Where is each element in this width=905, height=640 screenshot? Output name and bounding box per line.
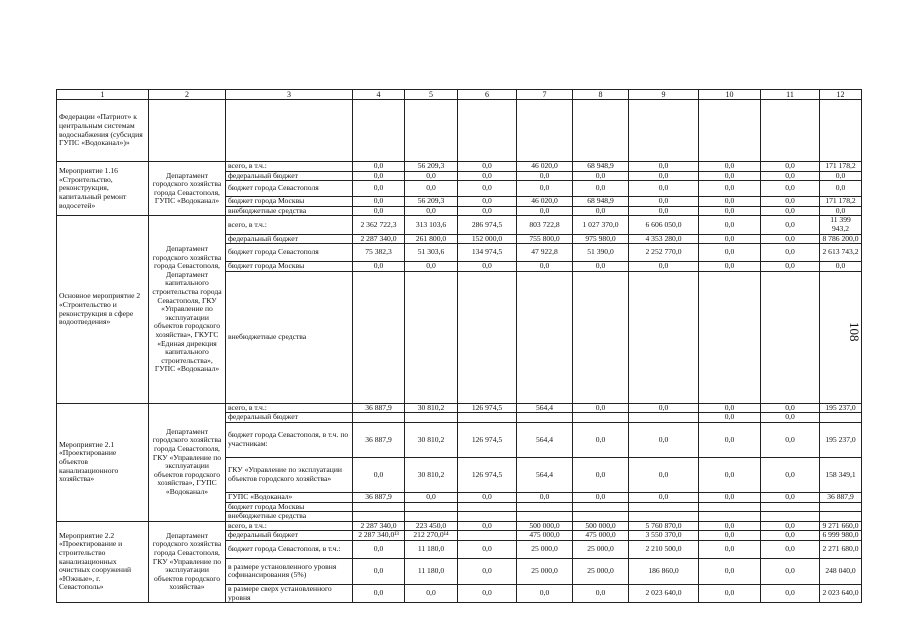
value-cell xyxy=(405,512,458,522)
value-cell: 0,0 xyxy=(820,262,862,272)
value-cell: 0,0 xyxy=(699,162,761,172)
measure-name-cell: Мероприятие 1.16 «Строительство, реконструкция, капитальный ремонт водосетей» xyxy=(57,162,149,216)
value-cell: 0,0 xyxy=(405,584,458,602)
value-cell: 171 178,2 xyxy=(820,162,862,172)
value-cell: 564,4 xyxy=(517,457,573,492)
funding-source-cell: федеральный бюджет xyxy=(226,234,353,244)
funding-source-cell: всего, в т.ч.: xyxy=(226,216,353,234)
value-cell: 2 287 340,0¹³ xyxy=(353,531,405,541)
value-cell: 0,0 xyxy=(629,162,699,172)
value-cell: 0,0 xyxy=(699,457,761,492)
value-cell: 212 270,0¹⁴ xyxy=(405,531,458,541)
page-number: 108 xyxy=(847,322,862,342)
value-cell: 0,0 xyxy=(699,422,761,457)
value-cell: 0,0 xyxy=(699,403,761,413)
value-cell: 0,0 xyxy=(761,558,820,584)
column-header: 2 xyxy=(149,90,226,100)
value-cell: 25 000,0 xyxy=(573,540,629,558)
value-cell: 0,0 xyxy=(820,171,862,181)
value-cell: 0,0 xyxy=(629,422,699,457)
value-cell: 0,0 xyxy=(573,584,629,602)
value-cell: 30 810,2 xyxy=(405,422,458,457)
funding-source-cell: федеральный бюджет xyxy=(226,413,353,423)
value-cell xyxy=(820,100,862,162)
column-header: 10 xyxy=(699,90,761,100)
column-header: 3 xyxy=(226,90,353,100)
value-cell xyxy=(517,413,573,423)
column-header: 12 xyxy=(820,90,862,100)
value-cell: 0,0 xyxy=(405,206,458,216)
value-cell: 0,0 xyxy=(458,540,517,558)
value-cell: 36 887,9 xyxy=(820,492,862,502)
value-cell: 0,0 xyxy=(405,492,458,502)
value-cell: 755 800,0 xyxy=(517,234,573,244)
value-cell: 0,0 xyxy=(761,206,820,216)
value-cell: 248 040,0 xyxy=(820,558,862,584)
value-cell: 0,0 xyxy=(699,584,761,602)
value-cell: 286 974,5 xyxy=(458,216,517,234)
value-cell: 36 887,9 xyxy=(353,492,405,502)
value-cell: 0,0 xyxy=(761,531,820,541)
funding-source-cell: ГУПС «Водоканал» xyxy=(226,492,353,502)
value-cell: 0,0 xyxy=(405,181,458,197)
value-cell xyxy=(517,502,573,512)
column-header: 4 xyxy=(353,90,405,100)
value-cell: 0,0 xyxy=(761,422,820,457)
executor-cell: Департамент городского хозяйства города Севастополя, ГКУ «Управление по эксплуатации объектов городского хозяйства» xyxy=(149,521,226,602)
executor-cell: Департамент городского хозяйства города Севастополя, ГКУ «Управление по эксплуатации объектов городского хозяйства», ГУПС «Водоканал» xyxy=(149,403,226,521)
value-cell xyxy=(517,271,573,403)
value-cell: 195 237,0 xyxy=(820,403,862,413)
column-header: 6 xyxy=(458,90,517,100)
value-cell: 0,0 xyxy=(761,403,820,413)
value-cell: 0,0 xyxy=(699,206,761,216)
value-cell: 0,0 xyxy=(573,262,629,272)
value-cell xyxy=(820,502,862,512)
value-cell: 1 027 370,0 xyxy=(573,216,629,234)
value-cell xyxy=(629,512,699,522)
column-header: 5 xyxy=(405,90,458,100)
value-cell xyxy=(573,100,629,162)
funding-source-cell: внебюджетные средства xyxy=(226,512,353,522)
value-cell: 0,0 xyxy=(405,171,458,181)
value-cell: 2 210 500,0 xyxy=(629,540,699,558)
value-cell: 56 209,3 xyxy=(405,162,458,172)
value-cell xyxy=(573,271,629,403)
column-header: 11 xyxy=(761,90,820,100)
value-cell: 0,0 xyxy=(458,197,517,207)
value-cell: 171 178,2 xyxy=(820,197,862,207)
value-cell: 0,0 xyxy=(761,162,820,172)
value-cell: 0,0 xyxy=(761,492,820,502)
value-cell: 25 000,0 xyxy=(573,558,629,584)
measure-name-cell: Мероприятие 2.1 «Проектирование объектов канализационного хозяйства» xyxy=(57,403,149,521)
value-cell xyxy=(517,512,573,522)
funding-source-cell: бюджет города Москвы xyxy=(226,502,353,512)
value-cell: 500 000,0 xyxy=(573,521,629,531)
budget-table xyxy=(56,89,862,603)
value-cell: 0,0 xyxy=(699,244,761,262)
value-cell xyxy=(458,271,517,403)
value-cell: 0,0 xyxy=(699,413,761,423)
value-cell xyxy=(573,413,629,423)
value-cell xyxy=(517,100,573,162)
value-cell: 0,0 xyxy=(458,171,517,181)
value-cell: 0,0 xyxy=(820,206,862,216)
value-cell: 0,0 xyxy=(573,181,629,197)
value-cell: 0,0 xyxy=(761,540,820,558)
value-cell: 0,0 xyxy=(353,558,405,584)
funding-source-cell: бюджет города Москвы xyxy=(226,197,353,207)
value-cell: 2 252 770,0 xyxy=(629,244,699,262)
value-cell: 25 000,0 xyxy=(517,558,573,584)
value-cell: 25 000,0 xyxy=(517,540,573,558)
funding-source-cell: внебюджетные средства xyxy=(226,271,353,403)
value-cell: 0,0 xyxy=(629,206,699,216)
value-cell xyxy=(699,512,761,522)
value-cell: 0,0 xyxy=(699,558,761,584)
value-cell xyxy=(405,271,458,403)
column-header: 7 xyxy=(517,90,573,100)
value-cell xyxy=(629,100,699,162)
value-cell xyxy=(458,413,517,423)
value-cell: 0,0 xyxy=(573,457,629,492)
executor-cell xyxy=(149,100,226,162)
value-cell: 0,0 xyxy=(699,540,761,558)
value-cell: 36 887,9 xyxy=(353,403,405,413)
value-cell xyxy=(761,512,820,522)
value-cell: 0,0 xyxy=(699,531,761,541)
value-cell: 564,4 xyxy=(517,403,573,413)
value-cell: 261 800,0 xyxy=(405,234,458,244)
value-cell xyxy=(353,413,405,423)
value-cell: 0,0 xyxy=(517,262,573,272)
value-cell xyxy=(353,100,405,162)
value-cell: 0,0 xyxy=(699,181,761,197)
value-cell: 0,0 xyxy=(458,584,517,602)
value-cell: 6 999 980,0 xyxy=(820,531,862,541)
value-cell: 36 887,9 xyxy=(353,422,405,457)
value-cell: 8 786 200,0 xyxy=(820,234,862,244)
value-cell xyxy=(405,502,458,512)
value-cell: 5 760 870,0 xyxy=(629,521,699,531)
value-cell: 0,0 xyxy=(629,197,699,207)
funding-source-cell: всего, в т.ч.: xyxy=(226,403,353,413)
value-cell: 126 974,5 xyxy=(458,457,517,492)
value-cell: 0,0 xyxy=(353,262,405,272)
value-cell: 56 209,3 xyxy=(405,197,458,207)
value-cell: 0,0 xyxy=(573,492,629,502)
funding-source-cell: федеральный бюджет xyxy=(226,171,353,181)
value-cell: 0,0 xyxy=(573,422,629,457)
value-cell: 4 353 280,0 xyxy=(629,234,699,244)
value-cell: 0,0 xyxy=(458,262,517,272)
value-cell xyxy=(629,271,699,403)
value-cell: 975 980,0 xyxy=(573,234,629,244)
value-cell: 0,0 xyxy=(517,171,573,181)
value-cell xyxy=(353,271,405,403)
column-header: 1 xyxy=(57,90,149,100)
value-cell: 9 271 660,0 xyxy=(820,521,862,531)
value-cell: 0,0 xyxy=(405,262,458,272)
value-cell xyxy=(458,531,517,541)
value-cell: 0,0 xyxy=(761,244,820,262)
value-cell: 0,0 xyxy=(458,206,517,216)
value-cell: 0,0 xyxy=(458,162,517,172)
value-cell: 186 860,0 xyxy=(629,558,699,584)
funding-source-cell: в размере сверх установленного уровня xyxy=(226,584,353,602)
value-cell: 134 974,5 xyxy=(458,244,517,262)
value-cell: 30 810,2 xyxy=(405,403,458,413)
funding-source-cell: всего, в т.ч.: xyxy=(226,162,353,172)
value-cell: 0,0 xyxy=(629,262,699,272)
funding-source-cell: бюджет города Севастополя, в т.ч.: xyxy=(226,540,353,558)
value-cell: 0,0 xyxy=(353,584,405,602)
column-header: 8 xyxy=(573,90,629,100)
value-cell: 0,0 xyxy=(353,197,405,207)
funding-source-cell: внебюджетные средства xyxy=(226,206,353,216)
value-cell: 0,0 xyxy=(517,206,573,216)
value-cell: 223 450,0 xyxy=(405,521,458,531)
value-cell: 475 000,0 xyxy=(517,531,573,541)
value-cell: 0,0 xyxy=(629,457,699,492)
value-cell xyxy=(458,512,517,522)
value-cell: 47 922,8 xyxy=(517,244,573,262)
value-cell: 0,0 xyxy=(629,492,699,502)
value-cell xyxy=(353,512,405,522)
value-cell: 195 237,0 xyxy=(820,422,862,457)
value-cell: 0,0 xyxy=(517,492,573,502)
value-cell: 2 613 743,2 xyxy=(820,244,862,262)
funding-source-cell: бюджет города Севастополя xyxy=(226,244,353,262)
value-cell: 0,0 xyxy=(761,413,820,423)
value-cell: 46 020,0 xyxy=(517,162,573,172)
value-cell: 0,0 xyxy=(761,262,820,272)
value-cell: 0,0 xyxy=(699,197,761,207)
value-cell: 51 303,6 xyxy=(405,244,458,262)
value-cell: 68 948,9 xyxy=(573,197,629,207)
measure-name-cell: Основное мероприятие 2 «Строительство и реконструкция в сфере водоотведения» xyxy=(57,216,149,403)
value-cell: 564,4 xyxy=(517,422,573,457)
value-cell: 0,0 xyxy=(458,492,517,502)
funding-source-cell: бюджет города Москвы xyxy=(226,262,353,272)
value-cell: 0,0 xyxy=(761,181,820,197)
value-cell: 2 023 640,0 xyxy=(820,584,862,602)
value-cell: 30 810,2 xyxy=(405,457,458,492)
value-cell: 803 722,8 xyxy=(517,216,573,234)
column-header: 9 xyxy=(629,90,699,100)
value-cell: 0,0 xyxy=(629,403,699,413)
value-cell: 46 020,0 xyxy=(517,197,573,207)
value-cell: 0,0 xyxy=(458,558,517,584)
value-cell: 158 349,1 xyxy=(820,457,862,492)
executor-cell: Департамент городского хозяйства города Севастополя, ГУПС «Водоканал» xyxy=(149,162,226,216)
value-cell: 0,0 xyxy=(458,521,517,531)
value-cell: 0,0 xyxy=(353,540,405,558)
value-cell xyxy=(458,100,517,162)
value-cell: 0,0 xyxy=(458,181,517,197)
table-row xyxy=(57,216,862,234)
value-cell xyxy=(820,512,862,522)
value-cell: 0,0 xyxy=(517,181,573,197)
value-cell: 0,0 xyxy=(761,171,820,181)
value-cell: 0,0 xyxy=(517,584,573,602)
funding-source-cell: федеральный бюджет xyxy=(226,531,353,541)
value-cell: 0,0 xyxy=(353,171,405,181)
value-cell: 75 382,3 xyxy=(353,244,405,262)
table-row xyxy=(57,521,862,531)
value-cell: 0,0 xyxy=(573,206,629,216)
value-cell: 0,0 xyxy=(629,181,699,197)
value-cell: 313 103,6 xyxy=(405,216,458,234)
value-cell: 2 287 340,0 xyxy=(353,521,405,531)
value-cell: 152 000,0 xyxy=(458,234,517,244)
value-cell xyxy=(629,413,699,423)
value-cell: 0,0 xyxy=(629,171,699,181)
funding-source-cell: бюджет города Севастополя, в т.ч. по участникам: xyxy=(226,422,353,457)
value-cell xyxy=(573,512,629,522)
measure-name-cell: Федерации «Патриот» к центральным системам водоснабжения (субсидия ГУПС «Водоканал»)» xyxy=(57,100,149,162)
table-row xyxy=(57,162,862,172)
value-cell: 0,0 xyxy=(353,206,405,216)
value-cell: 51 390,0 xyxy=(573,244,629,262)
value-cell xyxy=(699,502,761,512)
funding-source-cell: ГКУ «Управление по эксплуатации объектов городского хозяйства» xyxy=(226,457,353,492)
value-cell: 0,0 xyxy=(699,521,761,531)
value-cell xyxy=(761,502,820,512)
value-cell: 0,0 xyxy=(761,521,820,531)
value-cell: 6 606 050,0 xyxy=(629,216,699,234)
value-cell: 2 287 340,0 xyxy=(353,234,405,244)
value-cell: 0,0 xyxy=(353,162,405,172)
funding-source-cell xyxy=(226,100,353,162)
funding-source-cell: бюджет города Севастополя xyxy=(226,181,353,197)
value-cell: 11 180,0 xyxy=(405,540,458,558)
value-cell xyxy=(405,100,458,162)
value-cell: 11 180,0 xyxy=(405,558,458,584)
value-cell: 0,0 xyxy=(699,171,761,181)
value-cell: 475 000,0 xyxy=(573,531,629,541)
executor-cell: Департамент городского хозяйства города Севастополя, Департамент капитального строительства города Севастополя, ГКУ «Управление по эксплуатации объектов городского хозяйства», ГКУГС «Единая дирекция капитального строительства», ГУПС «Водоканал» xyxy=(149,216,226,403)
value-cell: 0,0 xyxy=(699,234,761,244)
value-cell: 2 362 722,3 xyxy=(353,216,405,234)
value-cell xyxy=(629,502,699,512)
table-row xyxy=(57,100,862,162)
value-cell: 68 948,9 xyxy=(573,162,629,172)
value-cell: 11 399 943,2 xyxy=(820,216,862,234)
value-cell xyxy=(820,413,862,423)
value-cell: 0,0 xyxy=(761,234,820,244)
value-cell xyxy=(761,100,820,162)
value-cell: 0,0 xyxy=(573,171,629,181)
value-cell xyxy=(699,100,761,162)
value-cell: 0,0 xyxy=(761,197,820,207)
value-cell: 2 023 640,0 xyxy=(629,584,699,602)
funding-source-cell: в размере установленного уровня софинансирования (5%) xyxy=(226,558,353,584)
value-cell xyxy=(405,413,458,423)
value-cell: 500 000,0 xyxy=(517,521,573,531)
value-cell xyxy=(573,502,629,512)
value-cell xyxy=(699,271,761,403)
value-cell: 126 974,5 xyxy=(458,422,517,457)
value-cell: 0,0 xyxy=(699,262,761,272)
value-cell: 3 550 370,0 xyxy=(629,531,699,541)
value-cell: 0,0 xyxy=(573,403,629,413)
value-cell: 126 974,5 xyxy=(458,403,517,413)
value-cell: 0,0 xyxy=(353,457,405,492)
funding-source-cell: всего, в т.ч.: xyxy=(226,521,353,531)
value-cell: 0,0 xyxy=(820,181,862,197)
value-cell: 0,0 xyxy=(699,492,761,502)
value-cell: 0,0 xyxy=(353,181,405,197)
value-cell: 2 271 680,0 xyxy=(820,540,862,558)
value-cell: 0,0 xyxy=(761,216,820,234)
header-row xyxy=(57,90,862,100)
value-cell: 0,0 xyxy=(761,457,820,492)
measure-name-cell: Мероприятие 2.2 «Проектирование и строительство канализационных очистных сооружений «Южные», г. Севастополь» xyxy=(57,521,149,602)
value-cell: 0,0 xyxy=(699,216,761,234)
value-cell: 0,0 xyxy=(761,584,820,602)
value-cell xyxy=(353,502,405,512)
value-cell xyxy=(761,271,820,403)
table-row xyxy=(57,403,862,413)
value-cell xyxy=(458,502,517,512)
